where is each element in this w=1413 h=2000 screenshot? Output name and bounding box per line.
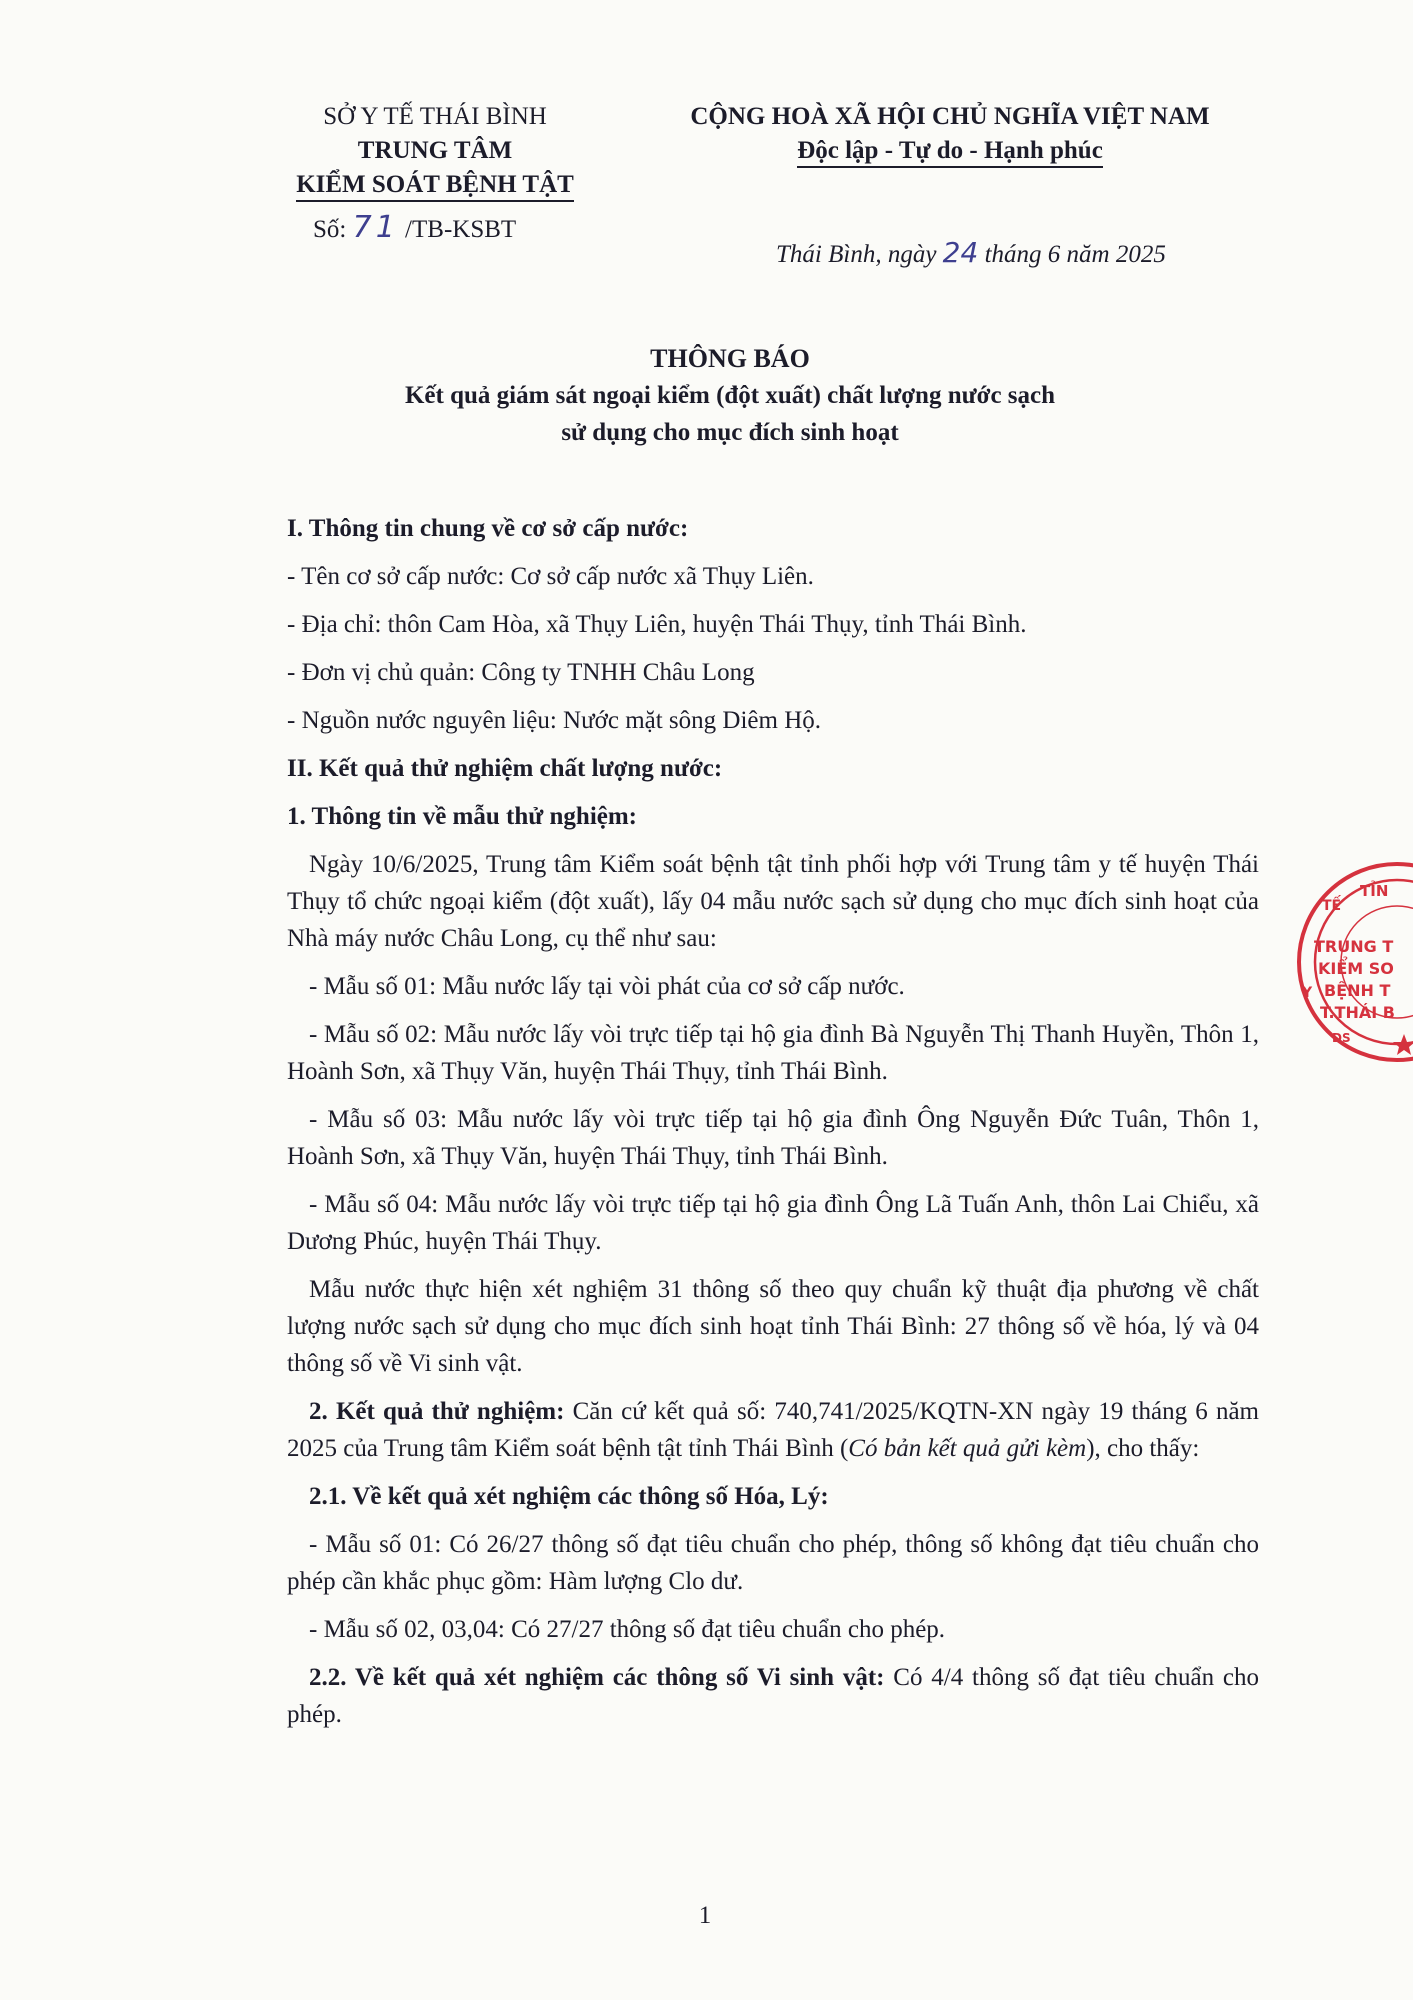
document-number	[313, 210, 516, 245]
subsection-2-2-paragraph	[287, 1659, 1259, 1733]
number-prefix: Số:	[313, 216, 347, 243]
agency-line-2: TRUNG TÂM	[357, 137, 513, 164]
result-item: - Mẫu số 01: Có 26/27 thông số đạt tiêu chuẩn cho phép, thông số không đạt tiêu chuẩn cho phép cần khắc phục gồm: Hàm lượng Clo dư.	[287, 1531, 1259, 1595]
number-suffix: /TB-KSBT	[405, 216, 517, 243]
subsection-2-text-b: ), cho thấy:	[1086, 1435, 1200, 1462]
subsection-1-intro: Ngày 10/6/2025, Trung tâm Kiểm soát bệnh tật tỉnh phối hợp với Trung tâm y tế huyện Thái Thụy tổ chức ngoại kiểm (đột xuất), lấy 04 mẫu nước sạch sử dụng cho mục đích sinh hoạt của Nhà máy nước Châu Long, cụ thể như sau:	[287, 851, 1259, 952]
seal-text-line-4: T.THÁI B	[1320, 1003, 1395, 1022]
title-line-2: Kết quả giám sát ngoại kiểm (đột xuất) chất lượng nước sạch	[404, 382, 1056, 409]
subsection-1-heading: 1. Thông tin về mẫu thử nghiệm:	[287, 803, 638, 830]
number-handwritten: 71	[352, 210, 399, 245]
agency-line-3: KIỂM SOÁT BỆNH TẬT	[296, 170, 574, 202]
subsection-2-paragraph	[287, 1393, 1259, 1467]
country-name: CỘNG HOÀ XÃ HỘI CHỦ NGHĨA VIỆT NAM	[690, 103, 1210, 130]
section-1-heading: I. Thông tin chung về cơ sở cấp nước:	[287, 515, 689, 542]
agency-line-1: SỞ Y TẾ THÁI BÌNH	[323, 103, 547, 130]
subsection-2-heading: 2. Kết quả thử nghiệm:	[309, 1398, 565, 1425]
seal-text-line-1: TRUNG T	[1314, 937, 1394, 956]
sample-item: - Mẫu số 01: Mẫu nước lấy tại vòi phát của cơ sở cấp nước.	[309, 973, 905, 1000]
page-number: 1	[698, 1902, 712, 1929]
sample-item: - Mẫu số 03: Mẫu nước lấy vòi trực tiếp tại hộ gia đình Ông Nguyễn Đức Tuân, Thôn 1, Hoành Sơn, xã Thụy Văn, huyện Thái Thụy, tỉnh Thái Bình.	[287, 1106, 1259, 1170]
sample-item: - Mẫu số 04: Mẫu nước lấy vòi trực tiếp tại hộ gia đình Ông Lã Tuấn Anh, thôn Lai Chiểu, xã Dương Phúc, huyện Thái Thụy.	[287, 1191, 1259, 1255]
subsection-1-outro: Mẫu nước thực hiện xét nghiệm 31 thông số theo quy chuẩn kỹ thuật địa phương về chất lượng nước sạch sử dụng cho mục đích sinh hoạt tỉnh Thái Bình: 27 thông số về hóa, lý và 04 thông số về Vi sinh vật.	[287, 1276, 1259, 1377]
seal-side-letter: Y	[1302, 985, 1313, 1001]
section-1-item: - Địa chỉ: thôn Cam Hòa, xã Thụy Liên, huyện Thái Thụy, tỉnh Thái Bình.	[287, 611, 1027, 638]
subsection-2-2-heading: 2.2. Về kết quả xét nghiệm các thông số Vi sinh vật:	[309, 1664, 885, 1691]
date-prefix: Thái Bình, ngày	[776, 241, 937, 268]
seal-star-icon	[1393, 1034, 1413, 1055]
sample-item: - Mẫu số 02: Mẫu nước lấy vòi trực tiếp tại hộ gia đình Bà Nguyễn Thị Thanh Huyền, Thôn 1, Hoành Sơn, xã Thụy Văn, huyện Thái Thụy, tỉnh Thái Bình.	[287, 1021, 1259, 1085]
seal-text-line-3: BỆNH T	[1324, 981, 1391, 1000]
date-day-handwritten: 24	[942, 236, 979, 269]
issuing-agency	[255, 100, 615, 202]
issue-date	[776, 236, 1166, 269]
date-suffix: tháng 6 năm 2025	[984, 241, 1166, 268]
subsection-2-text-a: Căn cứ kết quả số: 740,741/2025/KQTN-XN ngày 19 tháng 6 năm 2025 của Trung tâm Kiểm soát bệnh tật tỉnh Thái Bình (	[287, 1398, 1259, 1462]
document-title	[200, 340, 1260, 451]
official-seal	[1282, 862, 1413, 1062]
seal-top-text: TỈN	[1360, 882, 1389, 900]
subsection-2-2-text: Có 4/4 thông số đạt tiêu chuẩn cho phép.	[287, 1664, 1259, 1728]
title-line-1: THÔNG BÁO	[650, 344, 810, 373]
document-body	[287, 510, 1259, 1744]
subsection-2-text-italic: Có bản kết quả gửi kèm	[848, 1435, 1087, 1462]
seal-side-text: TẾ	[1322, 898, 1342, 914]
result-item: - Mẫu số 02, 03,04: Có 27/27 thông số đạt tiêu chuẩn cho phép.	[309, 1616, 946, 1643]
title-line-3: sử dụng cho mục đích sinh hoạt	[561, 419, 899, 446]
subsection-2-1-heading: 2.1. Về kết quả xét nghiệm các thông số Hóa, Lý:	[309, 1483, 829, 1510]
seal-text-line-2: KIỂM SO	[1318, 959, 1394, 978]
national-title	[650, 100, 1250, 168]
national-motto: Độc lập - Tự do - Hạnh phúc	[797, 136, 1103, 168]
section-1-item: - Tên cơ sở cấp nước: Cơ sở cấp nước xã Thụy Liên.	[287, 563, 814, 590]
seal-bottom-text: DS	[1332, 1031, 1351, 1045]
section-1-item: - Nguồn nước nguyên liệu: Nước mặt sông Diêm Hộ.	[287, 707, 822, 734]
section-1-item: - Đơn vị chủ quản: Công ty TNHH Châu Long	[287, 659, 755, 686]
section-2-heading: II. Kết quả thử nghiệm chất lượng nước:	[287, 755, 723, 782]
